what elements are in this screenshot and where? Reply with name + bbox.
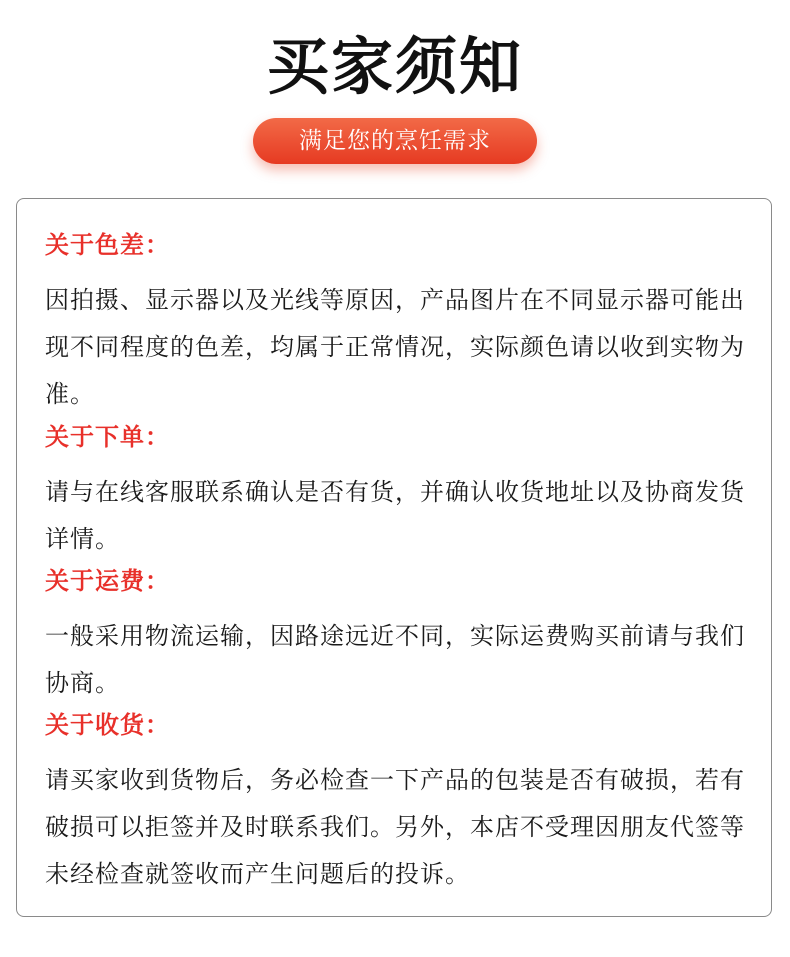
section-shipping-fee: [45, 565, 757, 707]
section-body: 请买家收到货物后，务必检查一下产品的包装是否有破损，若有破损可以拒签并及时联系我们。另外，本店不受理因朋友代签等未经检查就签收而产生问题后的投诉。: [45, 766, 745, 888]
notice-panel: [16, 198, 772, 917]
section-receiving: [45, 709, 757, 898]
section-heading: 关于下单：: [45, 423, 170, 451]
section-body: 请与在线客服联系确认是否有货，并确认收货地址以及协商发货详情。: [45, 478, 745, 553]
page-title: 买家须知: [266, 30, 523, 103]
section-heading: 关于收货：: [45, 711, 170, 739]
section-ordering: [45, 421, 757, 563]
section-color-difference: [45, 229, 757, 418]
section-heading: 关于运费：: [45, 567, 170, 595]
section-heading: 关于色差：: [45, 231, 170, 259]
section-body: 一般采用物流运输，因路途远近不同，实际运费购买前请与我们协商。: [45, 622, 745, 697]
section-body: 因拍摄、显示器以及光线等原因，产品图片在不同显示器可能出现不同程度的色差，均属于正常情况，实际颜色请以收到实物为准。: [45, 286, 745, 408]
subtitle-badge: 满足您的烹饪需求: [253, 118, 537, 164]
